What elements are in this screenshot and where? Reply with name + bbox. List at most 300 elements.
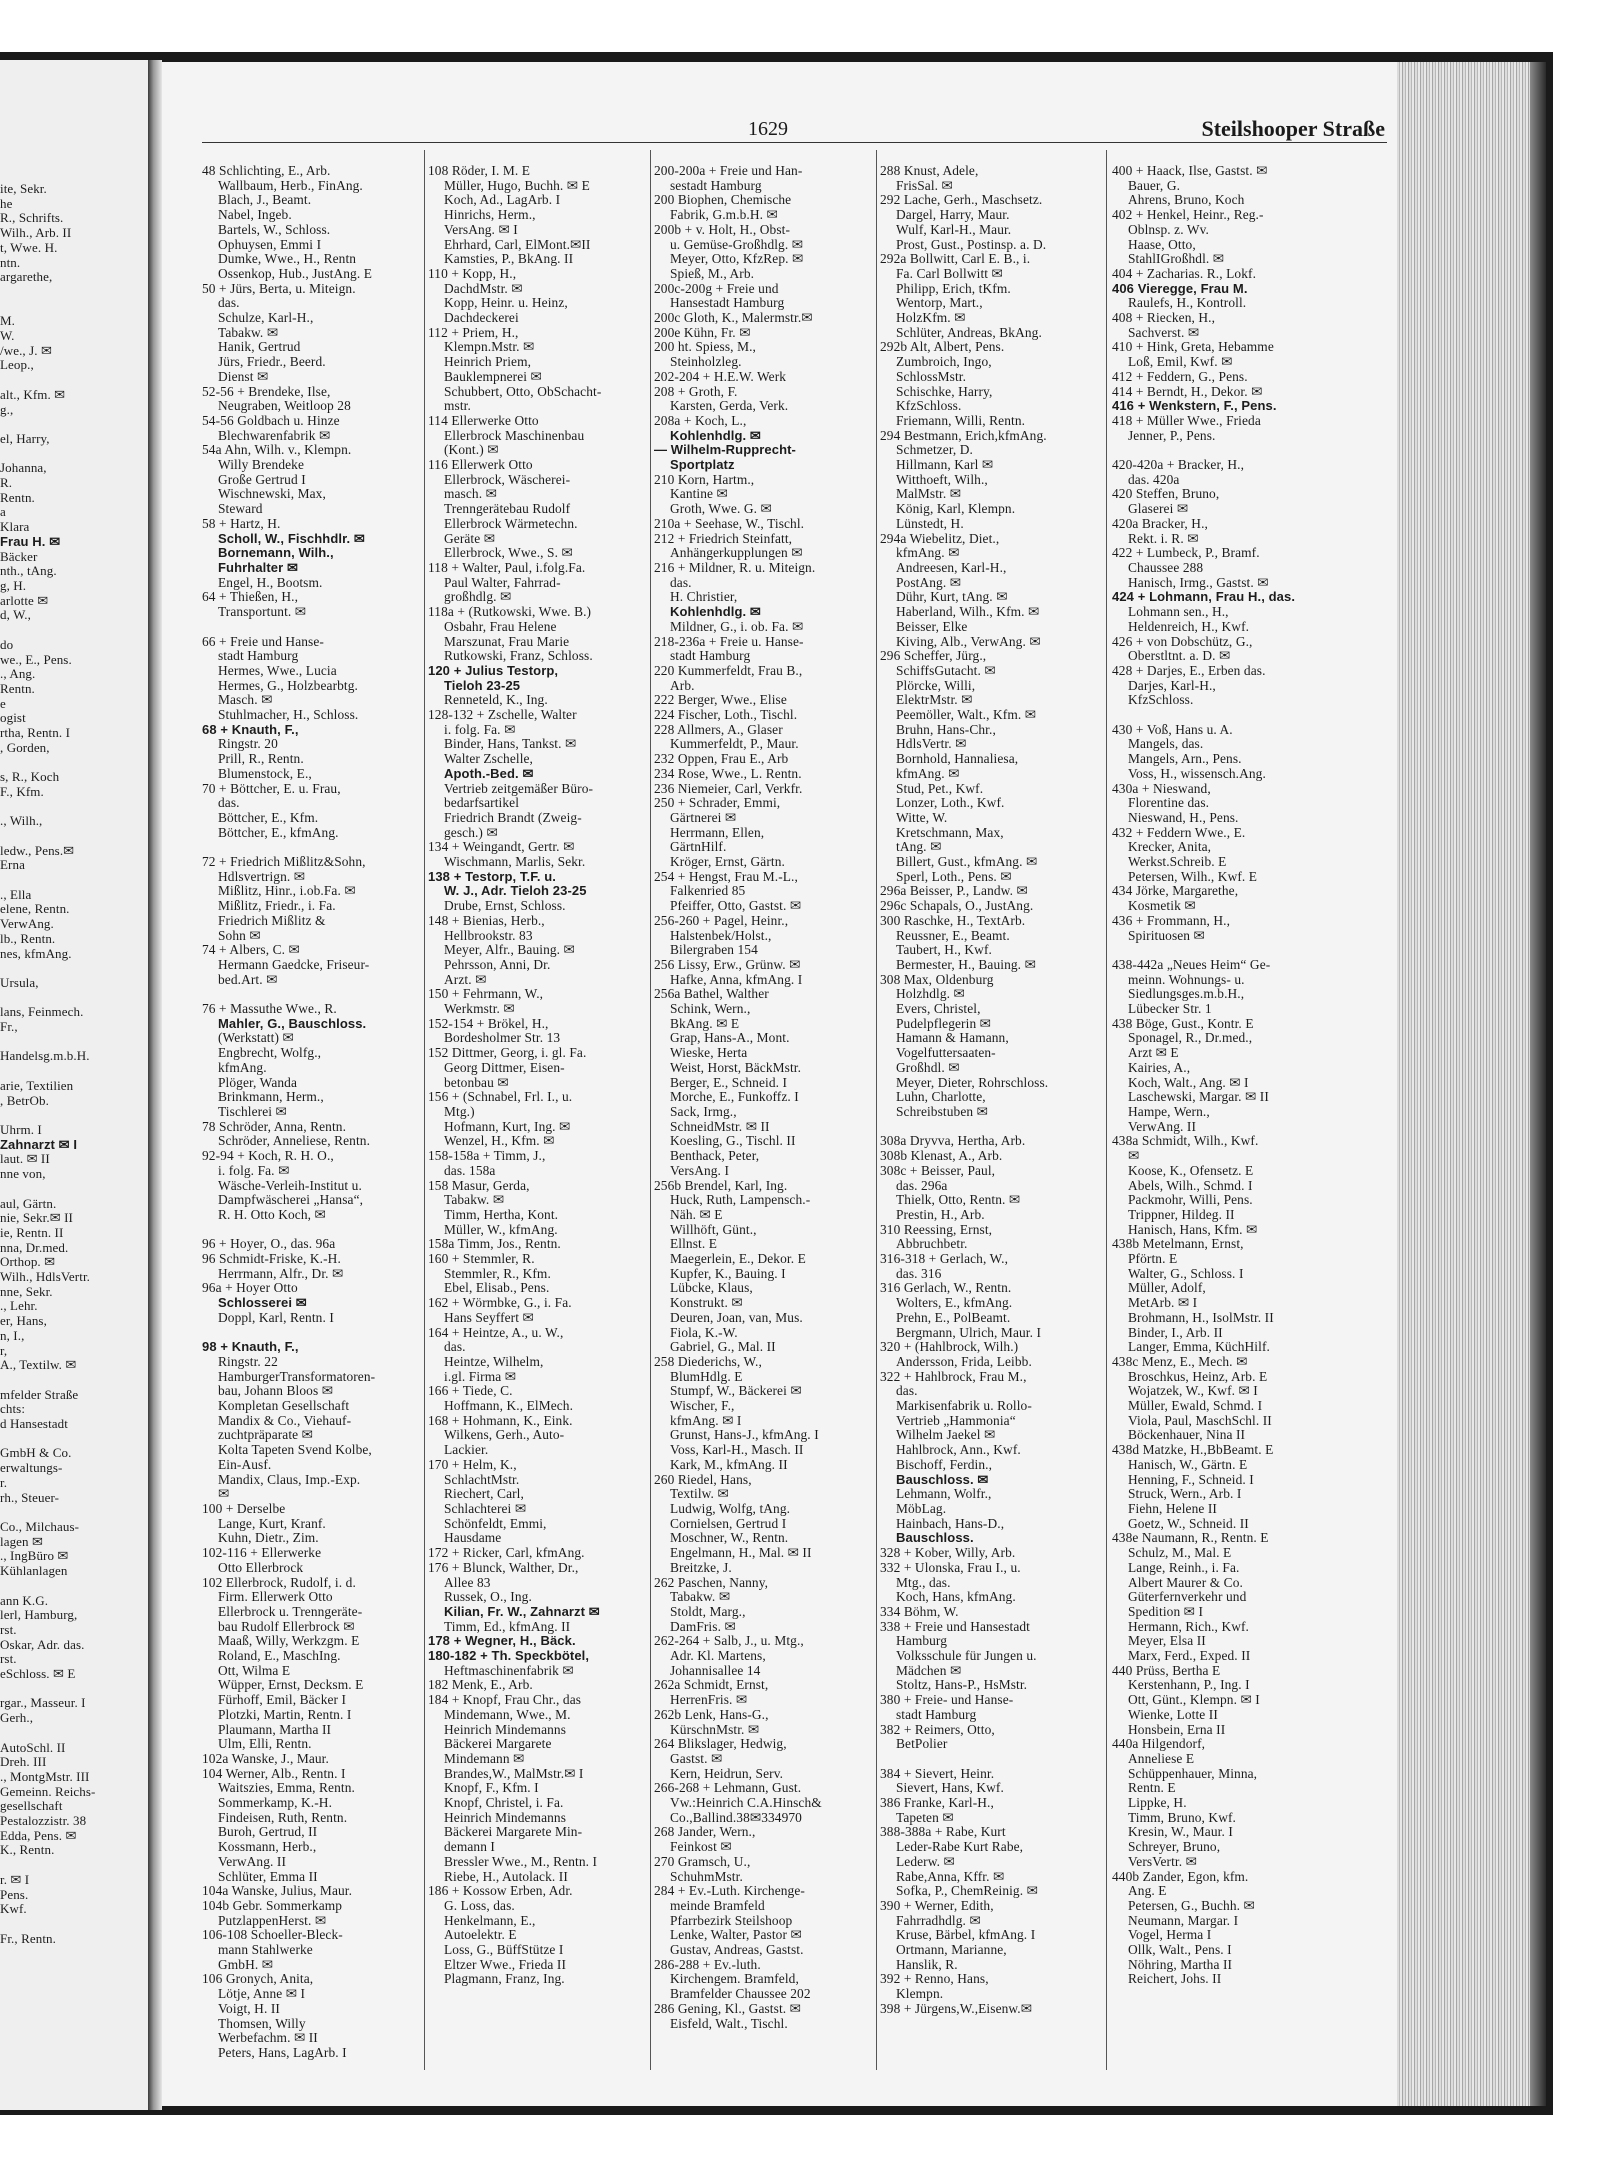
directory-line: Wojatzek, W., Kwf. ✉ I: [1128, 1383, 1258, 1399]
directory-line: das.: [896, 1383, 918, 1399]
directory-line: Stuhlmacher, H., Schloss.: [218, 707, 359, 723]
directory-line: Scholl, W., Fischhdlr. ✉: [218, 530, 365, 546]
directory-line: Klempn.: [896, 1986, 944, 2002]
directory-line: Schischke, Harry,: [896, 383, 993, 399]
directory-line: Hdlsvertrign. ✉: [218, 868, 306, 884]
directory-line: 308b Klenast, A., Arb.: [880, 1148, 1003, 1164]
directory-line: Hoffmann, K., ElMech.: [444, 1398, 574, 1414]
directory-line: Lippke, H.: [1128, 1795, 1187, 1811]
directory-line: 70 + Böttcher, E. u. Frau,: [202, 780, 341, 796]
directory-line: Mandix, Claus, Imp.-Exp.: [218, 1471, 361, 1487]
directory-line: Halstenbek/Holst.,: [670, 927, 772, 943]
directory-line: mann Stahlwerke: [218, 1942, 313, 1958]
directory-line: Pudelpflegerin ✉: [896, 1015, 992, 1031]
directory-line: — Wilhelm-Rupprecht-: [654, 442, 796, 458]
directory-line: nes, kfmAng.: [0, 945, 72, 961]
directory-line: das.: [218, 295, 240, 311]
directory-line: Wallbaum, Herb., FinAng.: [218, 177, 363, 193]
directory-line: Thielk, Otto, Rentn. ✉: [896, 1192, 1021, 1208]
directory-line: Co., Milchaus-: [0, 1518, 80, 1534]
directory-line: er, Hans,: [0, 1313, 47, 1329]
directory-line: Marx, Ferd., Exped. II: [1128, 1648, 1251, 1664]
directory-line: 66 + Freie und Hanse-: [202, 633, 324, 649]
directory-line: Kohlenhdlg. ✉: [670, 604, 761, 620]
directory-line: aul, Gärtn.: [0, 1195, 57, 1211]
directory-line: Mangels, das.: [1128, 736, 1204, 752]
directory-line: Kamsties, P., BkAng. II: [444, 251, 574, 267]
directory-line: 104a Wanske, Julius, Maur.: [202, 1883, 353, 1899]
directory-line: Werkst.Schreib. E: [1128, 854, 1227, 870]
directory-line: Hans Seyffert ✉: [444, 1309, 534, 1325]
directory-line: Näh. ✉ E: [670, 1206, 723, 1222]
directory-line: Taubert, H., Kwf.: [896, 942, 992, 958]
directory-line: Bäcker: [0, 548, 38, 564]
directory-line: Haase, Otto,: [1128, 236, 1196, 252]
directory-line: Binder, I., Arb. II: [1128, 1324, 1223, 1340]
directory-line: Feinkost ✉: [670, 1839, 732, 1855]
directory-line: Kiving, Alb., VerwAng. ✉: [896, 633, 1041, 649]
directory-line: Kosmetik ✉: [1128, 898, 1196, 914]
directory-line: Bermester, H., Bauing. ✉: [896, 956, 1036, 972]
directory-line: Böttcher, E., kfmAng.: [218, 824, 339, 840]
directory-line: Timm, Bruno, Kwf.: [1128, 1809, 1236, 1825]
directory-line: Kresin, W., Maur. I: [1128, 1824, 1233, 1840]
directory-line: großhdlg. ✉: [444, 589, 512, 605]
directory-line: Abels, Wilh., Schmd. I: [1128, 1177, 1253, 1193]
directory-line: HdlsVertr. ✉: [896, 736, 967, 752]
left-page: [0, 60, 148, 2110]
directory-line: Petersen, G., Buchh. ✉: [1128, 1897, 1255, 1913]
directory-line: Bordesholmer Str. 13: [444, 1030, 561, 1046]
directory-line: 106-108 Schoeller-Bleck-: [202, 1927, 343, 1943]
directory-line: Schreibstuben ✉: [896, 1104, 988, 1119]
directory-line: stadt Hamburg: [670, 648, 751, 664]
directory-line: kfmAng.: [218, 1059, 267, 1075]
directory-line: Jürs, Friedr., Beerd.: [218, 354, 326, 370]
directory-line: 288 Knust, Adele,: [880, 164, 979, 178]
directory-line: nne von,: [0, 1166, 46, 1182]
directory-line: Walter, G., Schloss. I: [1128, 1265, 1244, 1281]
column-rule: [650, 150, 651, 2070]
directory-line: Wieske, Herta: [670, 1045, 748, 1061]
directory-line: Struck, Wern., Arb. I: [1128, 1486, 1242, 1502]
directory-line: KfzSchloss.: [896, 398, 962, 414]
directory-line: [202, 620, 424, 635]
directory-line: Schlosserei ✉: [218, 1295, 307, 1311]
directory-line: 430 + Voß, Hans u. A.: [1112, 721, 1233, 737]
directory-line: sestadt Hamburg: [670, 177, 762, 193]
directory-line: bedarfsartikel: [444, 795, 520, 811]
directory-line: Kairies, A.,: [1128, 1059, 1191, 1075]
directory-line: , Gorden,: [0, 739, 50, 755]
directory-line: Hillmann, Karl ✉: [896, 457, 994, 473]
directory-line: 168 + Hohmann, K., Eink.: [428, 1412, 573, 1428]
directory-line: Waitszies, Emma, Rentn.: [218, 1780, 355, 1796]
directory-line: Fr.,: [0, 1019, 18, 1035]
directory-line: Breitzke, J.: [670, 1559, 732, 1575]
directory-line: 438a Schmidt, Wilh., Kwf.: [1112, 1133, 1259, 1149]
directory-line: [0, 829, 146, 844]
directory-line: Petersen, Wilh., Kwf. E: [1128, 868, 1258, 884]
directory-line: Fürhoff, Emil, Bäcker I: [218, 1692, 347, 1708]
directory-line: Beisser, Elke: [896, 618, 968, 634]
directory-line: 256b Brendel, Karl, Ing.: [654, 1177, 788, 1193]
directory-line: Eltzer Wwe., Frieda II: [444, 1956, 567, 1972]
directory-line: PostAng. ✉: [896, 574, 962, 590]
directory-line: lagen ✉: [0, 1533, 43, 1549]
directory-line: Krecker, Anita,: [1128, 839, 1212, 855]
directory-line: r. ✉ I: [0, 1871, 30, 1887]
directory-line: bau, Johann Bloos ✉: [218, 1383, 334, 1399]
directory-line: r.: [0, 1474, 8, 1490]
directory-line: 182 Menk, E., Arb.: [428, 1677, 533, 1693]
directory-line: Riechert, Carl,: [444, 1486, 524, 1502]
directory-line: Müller, Adolf,: [1128, 1280, 1206, 1296]
directory-line: R., Schrifts.: [0, 210, 64, 226]
directory-line: Wenzel, H., Kfm. ✉: [444, 1133, 555, 1149]
directory-line: Wilh., HdlsVertr.: [0, 1269, 91, 1285]
directory-line: [0, 623, 146, 638]
directory-line: [0, 1108, 146, 1123]
directory-line: Hermes, Wwe., Lucia: [218, 662, 337, 678]
directory-line: Adr. Kl. Martens,: [670, 1648, 766, 1664]
directory-line: 96 Schmidt-Friske, K.-H.: [202, 1251, 341, 1267]
directory-line: Kohlenhdlg. ✉: [670, 427, 761, 443]
directory-line: Herrmann, Alfr., Dr. ✉: [218, 1265, 344, 1281]
directory-line: Langer, Emma, KüchHilf.: [1128, 1339, 1270, 1355]
directory-line: Lünstedt, H.: [896, 515, 964, 531]
directory-line: Müller, W., kfmAng.: [444, 1221, 558, 1237]
directory-line: Prehn, E., PolBeamt.: [896, 1309, 1011, 1325]
directory-line: Ellerbrock Wärmetechn.: [444, 515, 578, 531]
directory-line: Johannisallee 14: [670, 1662, 761, 1678]
directory-line: Doppl, Karl, Rentn. I: [218, 1309, 334, 1325]
directory-line: 152 Dittmer, Georg, i. gl. Fa.: [428, 1045, 587, 1061]
directory-line: Eisfeld, Walt., Tischl.: [670, 2015, 788, 2031]
directory-line: Henkelmann, E.,: [444, 1912, 536, 1928]
directory-line: /we., J. ✉: [0, 342, 52, 358]
directory-line: r,: [0, 1342, 8, 1358]
directory-line: 200e Kühn, Fr. ✉: [654, 324, 751, 340]
directory-line: Handelsg.m.b.H.: [0, 1048, 90, 1064]
directory-line: Osbahr, Frau Helene: [444, 618, 557, 634]
directory-line: H. Christier,: [670, 589, 738, 605]
directory-line: SchlossMstr.: [896, 368, 967, 384]
directory-line: Bauer, G.: [1128, 177, 1181, 193]
directory-line: das.: [670, 574, 692, 590]
directory-line: Georg Dittmer, Eisen-: [444, 1059, 565, 1075]
directory-line: 50 + Jürs, Berta, u. Miteign.: [202, 280, 356, 296]
directory-line: 100 + Derselbe: [202, 1500, 286, 1516]
directory-line: [0, 417, 146, 432]
directory-line: Ang. E: [1128, 1883, 1167, 1899]
directory-line: Lehmann, Wolfr.,: [896, 1486, 992, 1502]
directory-line: 208a + Koch, L.,: [654, 412, 747, 428]
directory-line: ite, Sekr.: [0, 181, 47, 196]
directory-line: 224 Fischer, Loth., Tischl.: [654, 707, 798, 723]
directory-line: Mandix & Co., Viehauf-: [218, 1412, 352, 1428]
directory-line: 308c + Beisser, Paul,: [880, 1162, 996, 1178]
directory-line: Huck, Ruth, Lampensch.-: [670, 1192, 811, 1208]
directory-line: Hellbrookstr. 83: [444, 927, 533, 943]
directory-line: Blumenstock, E.,: [218, 765, 312, 781]
directory-line: [202, 987, 424, 1002]
directory-line: Bramfelder Chaussee 202: [670, 1986, 811, 2002]
directory-line: Pestalozzistr. 38: [0, 1813, 87, 1829]
directory-line: Müller, Ewald, Schmd. I: [1128, 1398, 1263, 1414]
directory-line: 268 Jander, Wern.,: [654, 1824, 756, 1840]
directory-line: Steward: [218, 501, 263, 517]
directory-line: Meyer, Alfr., Bauing. ✉: [444, 942, 575, 958]
directory-line: [0, 285, 146, 300]
directory-line: M.: [0, 313, 16, 329]
directory-line: tAng. ✉: [896, 839, 942, 855]
directory-line: 64 + Thießen, H.,: [202, 589, 299, 605]
directory-line: Vw.:Heinrich C.A.Hinsch&: [670, 1795, 822, 1811]
directory-line: ✉: [1128, 1148, 1140, 1164]
directory-line: F., Kfm.: [0, 783, 44, 799]
directory-line: Bruhn, Hans-Chr.,: [896, 721, 996, 737]
directory-line: Plotzki, Martin, Rentn. I: [218, 1706, 352, 1722]
directory-line: [0, 755, 146, 770]
directory-line: Schulze, Karl-H.,: [218, 310, 314, 326]
directory-line: 250 + Schrader, Emmi,: [654, 795, 781, 811]
directory-line: Grap, Hans-A., Mont.: [670, 1030, 790, 1046]
directory-line: 200c-200g + Freie und: [654, 280, 779, 296]
directory-line: Böckenhauer, Nina II: [1128, 1427, 1246, 1443]
directory-line: Bäckerei Margarete Min-: [444, 1824, 583, 1840]
directory-line: Neugraben, Weitloop 28: [218, 398, 351, 414]
directory-line: 416 + Wenkstern, F., Pens.: [1112, 398, 1277, 414]
directory-line: Kretschmann, Max,: [896, 824, 1004, 840]
directory-line: Bartels, W., Schloss.: [218, 221, 331, 237]
directory-line: [0, 961, 146, 976]
directory-line: Luhn, Charlotte,: [896, 1089, 986, 1105]
directory-line: stadt Hamburg: [896, 1706, 977, 1722]
directory-line: Tapeten ✉: [896, 1809, 954, 1825]
directory-line: u. Gemüse-Großhdlg. ✉: [670, 236, 804, 252]
column-rule: [1106, 150, 1107, 2070]
directory-line: Kolta Tapeten Svend Kolbe,: [218, 1442, 372, 1458]
directory-line: Bressler Wwe., M., Rentn. I: [444, 1853, 598, 1869]
directory-line: Cornielsen, Gertrud I: [670, 1515, 787, 1531]
page-header: [162, 112, 1397, 140]
directory-line: d Hansestadt: [0, 1416, 68, 1432]
directory-line: 74 + Albers, C. ✉: [202, 942, 300, 958]
directory-line: Dühr, Kurt, tAng. ✉: [896, 589, 1008, 605]
directory-line: Dreh. III: [0, 1754, 47, 1770]
directory-line: bed.Art. ✉: [218, 971, 278, 987]
directory-line: 210a + Seehase, W., Tischl.: [654, 515, 805, 531]
directory-line: Transportunt. ✉: [218, 604, 307, 620]
directory-line: Otto Ellerbrock: [218, 1559, 304, 1575]
directory-line: 292 Lache, Gerh., Maschsetz.: [880, 192, 1043, 208]
directory-line: GärtnHilf.: [670, 839, 727, 855]
directory-line: BetPolier: [896, 1736, 948, 1752]
directory-line: DamFris. ✉: [670, 1618, 736, 1634]
directory-line: elene, Rentn.: [0, 901, 70, 917]
directory-line: Wulf, Karl-H., Maur.: [896, 221, 1012, 237]
directory-line: HamburgerTransformatoren-: [218, 1368, 376, 1384]
directory-line: Albert Maurer & Co.: [1128, 1574, 1243, 1590]
directory-line: Ludwig, Wolfg, tAng.: [670, 1500, 791, 1516]
directory-line: Leder-Rabe Kurt Rabe,: [896, 1839, 1024, 1855]
directory-line: Sperl, Loth., Pens. ✉: [896, 868, 1012, 884]
directory-line: Berger, E., Schneid. I: [670, 1074, 788, 1090]
directory-line: 440 Prüss, Bertha E: [1112, 1662, 1221, 1678]
directory-line: Andersson, Frida, Leibb.: [896, 1353, 1032, 1369]
directory-line: Wienke, Lotte II: [1128, 1706, 1218, 1722]
directory-line: BlumHdlg. E: [670, 1368, 743, 1384]
directory-line: Ulm, Elli, Rentn.: [218, 1736, 312, 1752]
directory-line: 118a + (Rutkowski, Wwe. B.): [428, 604, 592, 620]
directory-line: Vogel, Herma I: [1128, 1927, 1212, 1943]
directory-line: 436 + Frommann, H.,: [1112, 912, 1231, 928]
directory-line: , BetrOb.: [0, 1092, 49, 1108]
directory-line: K., Rentn.: [0, 1842, 55, 1858]
directory-line: Timm, Hertha, Kont.: [444, 1206, 559, 1222]
directory-line: Fahrradhdlg. ✉: [896, 1912, 981, 1928]
directory-line: das.: [444, 1339, 466, 1355]
directory-line: Marszunat, Frau Marie: [444, 633, 570, 649]
directory-line: Hanik, Gertrud: [218, 339, 301, 355]
directory-line: Bilergraben 154: [670, 942, 758, 958]
column-rule: [424, 150, 425, 2070]
directory-line: Ellerbrock Maschinenbau: [444, 427, 585, 443]
directory-column-3: [654, 164, 876, 2031]
directory-line: Heinrich Mindemanns: [444, 1809, 567, 1825]
directory-line: Sommerkamp, K.-H.: [218, 1795, 333, 1811]
directory-line: [0, 1035, 146, 1050]
directory-line: 52-56 + Brendeke, Ilse,: [202, 383, 331, 399]
directory-line: 390 + Werner, Edith,: [880, 1897, 994, 1913]
directory-line: Wilh., Arb. II: [0, 225, 72, 241]
directory-line: Evers, Christel,: [896, 1001, 981, 1017]
directory-line: 258 Diederichs, W.,: [654, 1353, 762, 1369]
directory-line: VerwAng. II: [1128, 1118, 1197, 1134]
directory-line: Schmetzer, D.: [896, 442, 973, 458]
directory-line: König, Karl, Klempn.: [896, 501, 1016, 517]
directory-line: Friedrich Brandt (Zweig-: [444, 809, 582, 825]
directory-line: Lange, Kurt, Kranf.: [218, 1515, 326, 1531]
directory-line: [0, 1064, 146, 1079]
directory-line: s, R., Koch: [0, 769, 60, 785]
directory-line: ., Ella: [0, 886, 32, 902]
directory-line: Bornhold, Hannaliesa,: [896, 751, 1019, 767]
directory-line: 72 + Friedrich Mißlitz&Sohn,: [202, 854, 366, 870]
directory-line: SchlachtMstr.: [444, 1471, 520, 1487]
directory-line: he: [0, 195, 13, 211]
directory-line: Meyer, Otto, KfzRep. ✉: [670, 251, 804, 267]
directory-line: Nieswand, H., Pens.: [1128, 809, 1239, 825]
directory-line: ., MontgMstr. III: [0, 1768, 90, 1784]
directory-line: Schreyer, Bruno,: [1128, 1839, 1221, 1855]
left-page-column: [0, 182, 146, 1946]
directory-line: Wäsche-Verleih-Institut u.: [218, 1177, 362, 1193]
directory-line: [202, 840, 424, 855]
directory-line: rst.: [0, 1651, 17, 1667]
directory-line: AutoSchl. II: [0, 1739, 66, 1755]
directory-line: gesch.) ✉: [444, 824, 498, 840]
directory-line: Güterfernverkehr und: [1128, 1589, 1247, 1605]
directory-line: Jenner, P., Pens.: [1128, 427, 1216, 443]
directory-line: g, H.: [0, 577, 27, 593]
directory-line: 398 + Jürgens,W.,Eisenw.✉: [880, 2000, 1033, 2016]
directory-line: Kompletan Gesellschaft: [218, 1398, 350, 1414]
directory-line: Blach, J., Beamt.: [218, 192, 312, 208]
directory-line: Mtg., das.: [896, 1574, 951, 1590]
directory-line: 162 + Wörmbke, G., i. Fa.: [428, 1295, 572, 1311]
directory-line: Deuren, Joan, van, Mus.: [670, 1309, 803, 1325]
directory-line: Reichert, Johs. II: [1128, 1971, 1222, 1987]
directory-line: Morche, E., Funkoffz. I: [670, 1089, 799, 1105]
directory-line: HolzKfm. ✉: [896, 310, 966, 326]
directory-line: R. H. Otto Koch, ✉: [218, 1206, 326, 1222]
directory-line: 428 + Darjes, E., Erben das.: [1112, 662, 1266, 678]
directory-line: laut. ✉ II: [0, 1151, 50, 1167]
directory-line: Müller, Hugo, Buchh. ✉ E: [444, 177, 590, 193]
directory-line: [0, 1373, 146, 1388]
directory-line: 220 Kummerfeldt, Frau B.,: [654, 662, 803, 678]
directory-line: 382 + Reimers, Otto,: [880, 1721, 995, 1737]
directory-line: Billert, Gust., kfmAng. ✉: [896, 854, 1038, 870]
directory-line: 200-200a + Freie und Han-: [654, 164, 803, 178]
directory-line: 170 + Helm, K.,: [428, 1456, 517, 1472]
directory-line: Prill, R., Rentn.: [218, 751, 304, 767]
directory-line: Schink, Wern.,: [670, 1001, 751, 1017]
directory-line: Siedlungsges.m.b.H.,: [1128, 986, 1245, 1002]
running-head: Steilshooper Straße: [1201, 116, 1385, 141]
directory-line: Hampe, Wern.,: [1128, 1104, 1210, 1119]
directory-line: Arb.: [670, 677, 695, 693]
directory-line: 440b Zander, Egon, kfm.: [1112, 1868, 1249, 1884]
directory-line: Heinrich Priem,: [444, 354, 532, 370]
directory-line: Maegerlein, E., Dekor. E: [670, 1251, 806, 1267]
directory-line: MetArb. ✉ I: [1128, 1295, 1198, 1311]
directory-line: 260 Riedel, Hans,: [654, 1471, 752, 1487]
directory-line: Gastst. ✉: [670, 1750, 723, 1766]
directory-line: Oskar, Adr. das.: [0, 1636, 85, 1652]
directory-line: Schulz, M., Mal. E: [1128, 1545, 1232, 1561]
directory-line: Drube, Ernst, Schloss.: [444, 898, 566, 914]
directory-line: Darjes, Karl-H.,: [1128, 677, 1216, 693]
directory-line: nna, Dr.med.: [0, 1239, 69, 1255]
directory-line: Knopf, Christel, i. Fa.: [444, 1795, 564, 1811]
directory-line: 216 + Mildner, R. u. Miteign.: [654, 559, 816, 575]
directory-line: Schüppenhauer, Minna,: [1128, 1765, 1258, 1781]
directory-line: eSchloss. ✉ E: [0, 1666, 76, 1682]
directory-line: 112 + Priem, H.,: [428, 324, 519, 340]
directory-line: Maaß, Willy, Werkzgm. E: [218, 1633, 360, 1649]
header-rule: [202, 142, 1387, 143]
directory-line: Sofka, P., ChemReinig. ✉: [896, 1883, 1038, 1899]
directory-line: Mindemann ✉: [444, 1750, 525, 1766]
directory-line: 316-318 + Gerlach, W.,: [880, 1251, 1009, 1267]
directory-line: Zahnarzt ✉ I: [0, 1136, 78, 1152]
directory-line: Werbefachm. ✉ II: [218, 2030, 318, 2046]
directory-line: 408 + Riecken, H.,: [1112, 310, 1216, 326]
directory-line: Hafke, Anna, kfmAng. I: [670, 971, 803, 987]
directory-line: d, W.,: [0, 607, 31, 623]
directory-line: 116 Ellerwerk Otto: [428, 457, 533, 473]
directory-line: 110 + Kopp, H.,: [428, 265, 517, 281]
directory-line: i. folg. Fa. ✉: [444, 721, 516, 737]
directory-line: 262a Schmidt, Ernst,: [654, 1677, 769, 1693]
directory-line: 328 + Kober, Willy, Arb.: [880, 1545, 1016, 1561]
directory-line: Schlüter, Andreas, BkAng.: [896, 324, 1042, 340]
directory-line: Schlüter, Emma II: [218, 1868, 318, 1884]
directory-line: 218-236a + Freie u. Hanse-: [654, 633, 804, 649]
